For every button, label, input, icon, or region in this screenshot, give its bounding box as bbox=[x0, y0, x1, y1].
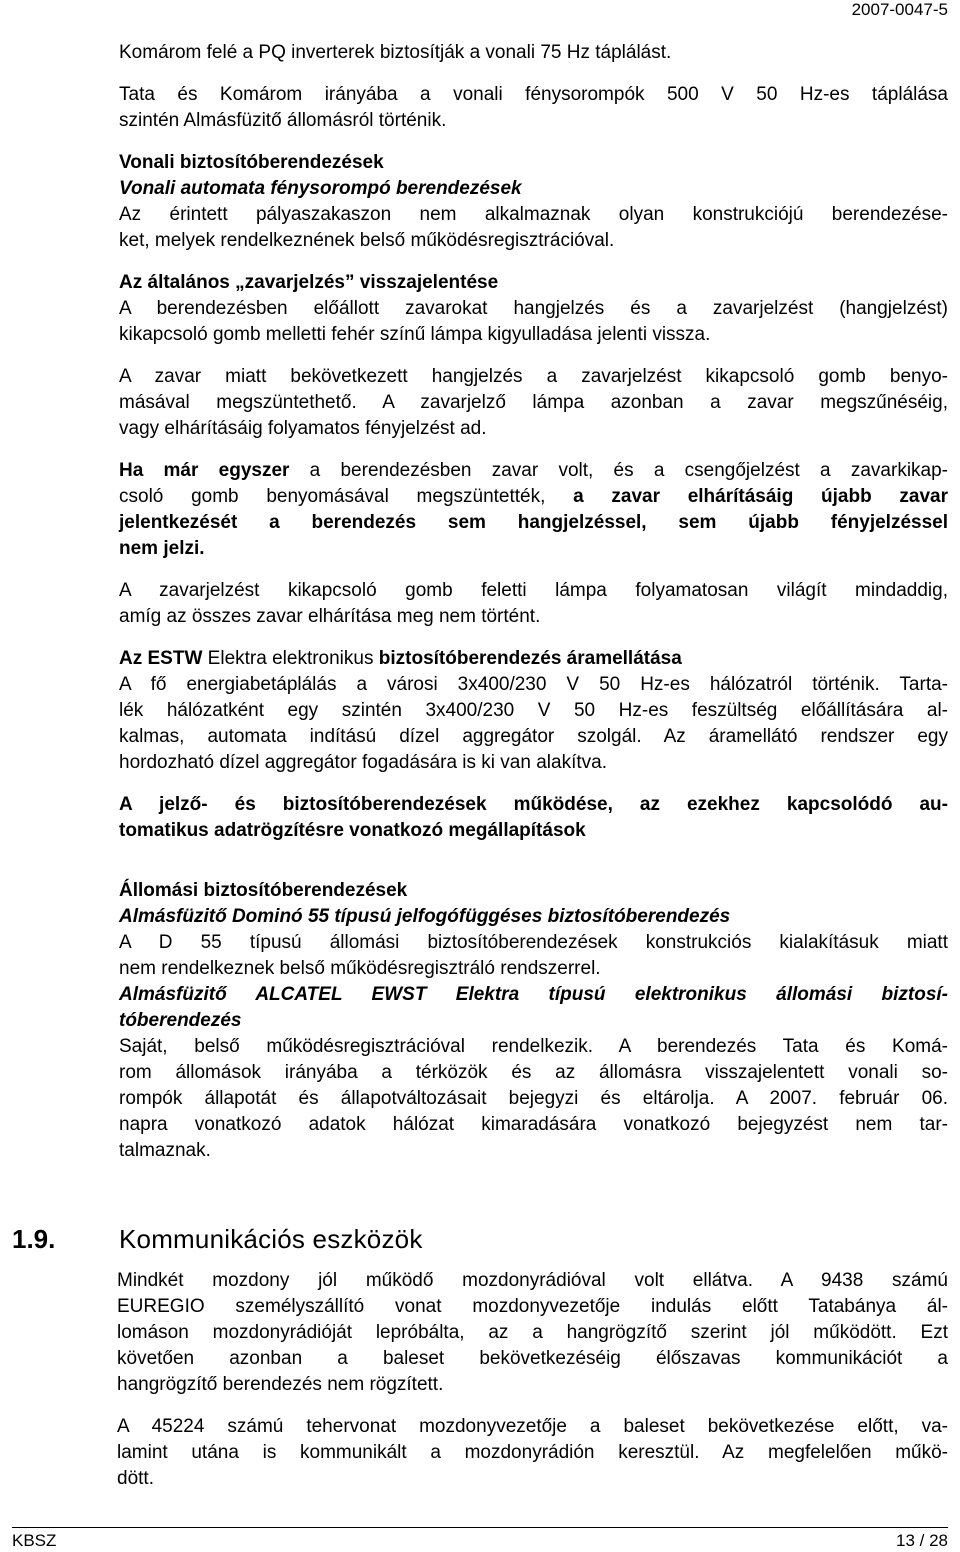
heading-part: Elektra elektronikus bbox=[207, 648, 374, 669]
subheading-alcatel: Almásfüzitő ALCATEL EWST Elektra típusú elektronikus állomási biztosí- bbox=[119, 984, 948, 1005]
section-vonali bbox=[119, 150, 948, 254]
text-line: tomatikus adatrögzítésre vonatkozó megállapítások bbox=[119, 820, 586, 841]
section-heading-kommunikacio bbox=[0, 1222, 960, 1256]
text-line: Mindkét mozdony jól működő mozdonyrádióval volt ellátva. A 9438 számú bbox=[117, 1270, 948, 1291]
text-line: vagy elhárításáig folyamatos fényjelzést ad. bbox=[119, 418, 487, 439]
text-line: lék hálózatként egy szintén 3x400/230 V 50 Hz-es feszültség előállítására al- bbox=[119, 700, 948, 721]
text-line: lomáson mozdonyrádióját lepróbálta, az a hangrögzítő szerint jól működött. Ezt bbox=[117, 1322, 948, 1343]
text-line: A D 55 típusú állomási biztosítóberendezések konstrukciós kialakításuk miatt bbox=[119, 932, 948, 953]
section-allomasi bbox=[119, 878, 948, 1164]
section-number: 1.9. bbox=[12, 1224, 56, 1254]
emphasis: a zavar elhárításáig újabb zavar bbox=[573, 486, 948, 507]
text-line: A 45224 számú tehervonat mozdonyvezetője a baleset bekövetkezése előtt, va- bbox=[117, 1416, 948, 1437]
section-title: Kommunikációs eszközök bbox=[119, 1224, 423, 1254]
paragraph-ha-mar-egyszer bbox=[119, 458, 948, 562]
heading-part: biztosítóberendezés áramellátása bbox=[373, 648, 682, 669]
text-line: szintén Almásfüzitő állomásról történik. bbox=[119, 110, 447, 131]
section-body bbox=[117, 1268, 948, 1492]
heading-part: Az ESTW bbox=[119, 648, 208, 669]
text-line: nem rendelkeznek belső működésregisztráló rendszerrel. bbox=[119, 958, 601, 979]
document-id: 2007-0047-5 bbox=[851, 0, 948, 19]
subheading-alcatel-cont: tóberendezés bbox=[119, 1010, 242, 1031]
heading-allomasi: Állomási biztosítóberendezések bbox=[119, 880, 408, 901]
footer-divider bbox=[12, 1527, 948, 1528]
text-line: rompók állapotát és állapotváltozásait bejegyzi és eltárolja. A 2007. február 06. bbox=[119, 1088, 948, 1109]
text-line: EUREGIO személyszállító vonat mozdonyvezetője indulás előtt Tatabánya ál- bbox=[117, 1296, 948, 1317]
heading-vonali: Vonali biztosítóberendezések bbox=[119, 152, 384, 173]
text-line: talmaznak. bbox=[119, 1140, 211, 1161]
paragraph-tehervonat bbox=[117, 1414, 948, 1492]
emphasis: Ha már egyszer bbox=[119, 460, 290, 481]
page-body bbox=[119, 40, 948, 1164]
footer-org: KBSZ bbox=[12, 1531, 57, 1550]
paragraph-lampa bbox=[119, 578, 948, 630]
subheading-domino: Almásfüzitő Dominó 55 típusú jelfogófüggéses biztosítóberendezés bbox=[119, 906, 731, 927]
text-line: A jelző- és biztosítóberendezések működése, az ezekhez kapcsolódó au- bbox=[119, 794, 948, 815]
text-run: csoló gomb benyomásával megszüntették, bbox=[119, 486, 574, 507]
heading-altalanos-zavarjelzes: Az általános „zavarjelzés” visszajelentése bbox=[119, 272, 499, 293]
section-altalanos bbox=[119, 270, 948, 348]
text-line: lamint utána is kommunikált a mozdonyrádión keresztül. Az megfelelően műkö- bbox=[117, 1442, 948, 1463]
text-line bbox=[119, 458, 948, 484]
text-line: követően azonban a baleset bekövetkezéséig élőszavas kommunikációt a bbox=[117, 1348, 948, 1369]
subheading-vonali-automata: Vonali automata fénysorompó berendezések bbox=[119, 178, 522, 199]
text-line: másával megszüntethető. A zavarjelző lámpa azonban a zavar megszűnéséig, bbox=[119, 392, 948, 413]
paragraph-pq-inverter bbox=[119, 40, 948, 66]
text-line: hangrögzítő berendezés nem rögzített. bbox=[117, 1374, 444, 1395]
text-line: A zavar miatt bekövetkezett hangjelzés a zavarjelzést kikapcsoló gomb benyo- bbox=[119, 366, 948, 387]
text-line: kalmas, automata indítású dízel aggregátor szolgál. Az áramellátó rendszer egy bbox=[119, 726, 948, 747]
text-line: Saját, belső működésregisztrációval rendelkezik. A berendezés Tata és Komá- bbox=[119, 1036, 948, 1057]
section-estw bbox=[119, 646, 948, 776]
text-line bbox=[119, 484, 948, 510]
page-number: 13 / 28 bbox=[896, 1531, 948, 1550]
text-line: A zavarjelzést kikapcsoló gomb feletti lámpa folyamatosan világít mindaddig, bbox=[119, 580, 948, 601]
text-line: Tata és Komárom irányába a vonali fénysorompók 500 V 50 Hz-es táplálása bbox=[119, 84, 948, 105]
text-line: Komárom felé a PQ inverterek biztosítják a vonali 75 Hz táplálást. bbox=[119, 42, 672, 63]
text-line: nem jelzi. bbox=[119, 538, 205, 559]
text-line: jelentkezését a berendezés sem hangjelzéssel, sem újabb fényjelzéssel bbox=[119, 512, 948, 533]
text-line: A fő energiabetáplálás a városi 3x400/230 V 50 Hz-es hálózatról történik. Tarta- bbox=[119, 674, 948, 695]
text-line: napra vonatkozó adatok hálózat kimaradására vonatkozó bejegyzést nem tar- bbox=[119, 1114, 948, 1135]
text-line: ket, melyek rendelkeznének belső működésregisztrációval. bbox=[119, 230, 615, 251]
heading-jelzo-biztosito bbox=[119, 792, 948, 844]
text-line: Az érintett pályaszakaszon nem alkalmaznak olyan konstrukciójú berendezése- bbox=[119, 204, 948, 225]
paragraph-mozdonyradio bbox=[117, 1268, 948, 1398]
text-line: amíg az összes zavar elhárítása meg nem történt. bbox=[119, 606, 541, 627]
text-line: hordozható dízel aggregátor fogadására is ki van alakítva. bbox=[119, 752, 607, 773]
text-line: rom állomások irányába a térközök és az állomásra visszajelentett vonali so- bbox=[119, 1062, 948, 1083]
text-line: dött. bbox=[117, 1468, 154, 1489]
paragraph-zavar-hang bbox=[119, 364, 948, 442]
text-line: A berendezésben előállott zavarokat hangjelzés és a zavarjelzést (hangjelzést) bbox=[119, 298, 948, 319]
heading-estw-aramellatas bbox=[119, 646, 948, 672]
paragraph-feny-tapl bbox=[119, 82, 948, 134]
text-run: a berendezésben zavar volt, és a csengőjelzést a zavarkikap- bbox=[289, 460, 948, 481]
text-line: kikapcsoló gomb melletti fehér színű lámpa kigyulladása jelenti vissza. bbox=[119, 324, 711, 345]
